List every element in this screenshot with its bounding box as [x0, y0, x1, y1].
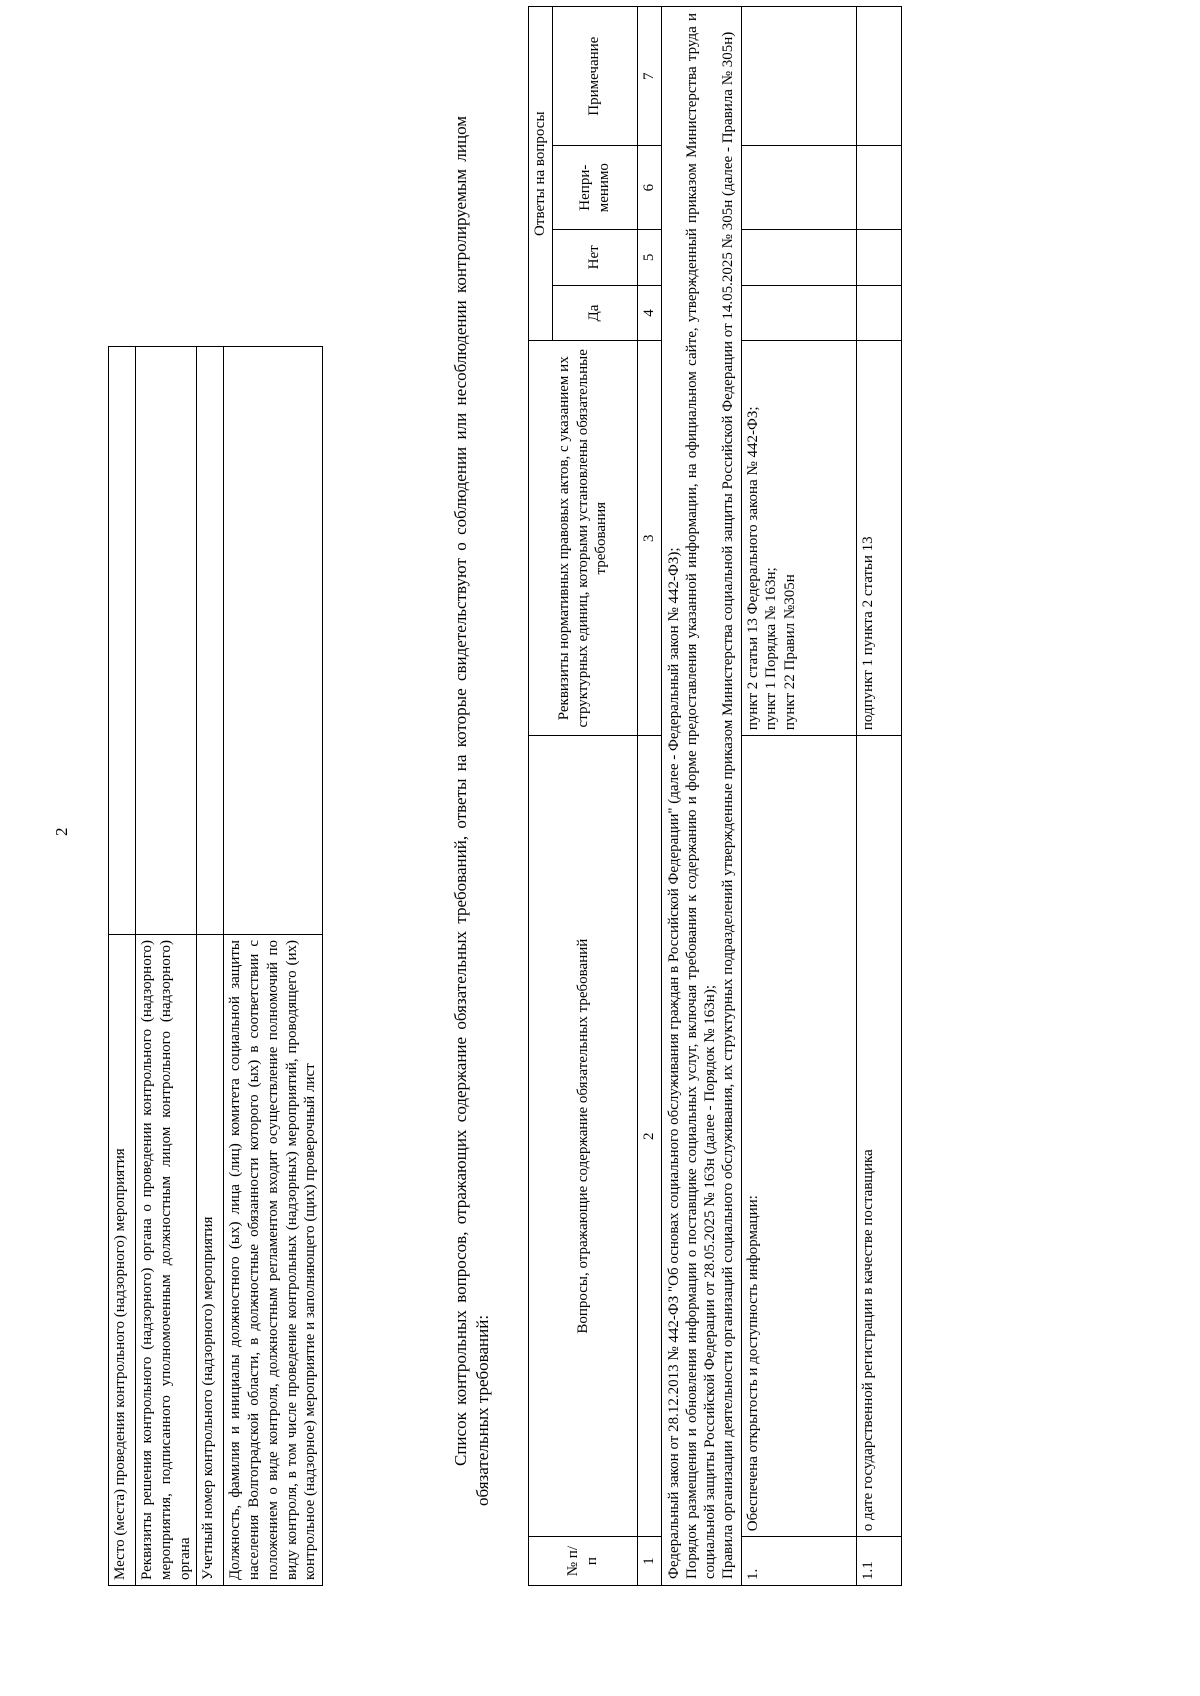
note-cell[interactable] [856, 7, 901, 146]
header-note: Примечание [552, 7, 637, 146]
table-row [856, 7, 901, 1586]
row-num: 1. [741, 1537, 856, 1586]
row-question: о дате государственной регистрации в качестве поставщика [856, 736, 901, 1537]
requisite-line: пункт 2 статьи 13 Федерального закона № 442-ФЗ; [744, 406, 761, 731]
answer-no-cell[interactable] [856, 229, 901, 285]
info-table [108, 346, 323, 1586]
answer-na-cell[interactable] [741, 146, 856, 230]
row-requisites [856, 341, 901, 736]
note-cell[interactable] [741, 7, 856, 146]
answer-yes-cell[interactable] [741, 285, 856, 341]
header-answers: Ответы на вопросы [529, 7, 553, 341]
info-label: Учетный номер контрольного (надзорного) мероприятия [197, 935, 224, 1586]
column-number: 2 [637, 736, 661, 1537]
checklist-table [528, 6, 902, 1586]
info-row [109, 347, 136, 1586]
header-yes: Да [552, 285, 637, 341]
law-references [661, 7, 741, 1586]
intro-text: Список контрольных вопросов, отражающих содержание обязательных требований, ответы на которые свидетельствуют о соблюдении или несоблюдении контролируемым лицом обязательных требований: [451, 116, 493, 1506]
info-row [136, 347, 197, 1586]
header-requisites: Реквизиты нормативных правовых актов, с указанием их структурных единиц, которыми установлены обязательные требования [529, 341, 638, 736]
header-row [529, 7, 553, 1586]
answer-yes-cell[interactable] [856, 285, 901, 341]
info-label: Место (места) проведения контрольного (надзорного) мероприятия [109, 935, 136, 1586]
column-number: 7 [637, 7, 661, 146]
info-label: Должность, фамилия и инициалы должностного (ых) лица (лиц) комитета социальной защиты населения Волгоградской области, в должностные обязанности которого (ых) в соответствии с положением о виде контроля, должностным регламентом входит осуществление полномочий по виду контроля, в том числе проведение контрольных (надзорных) мероприятий, проводящего (их) контрольное (надзорное) мероприятие и заполняющего (щих) проверочный лист [224, 935, 323, 1586]
page-number: 2 [52, 827, 71, 836]
info-value[interactable] [109, 347, 136, 935]
law-row [661, 7, 741, 1586]
column-number-row [637, 7, 661, 1586]
info-value[interactable] [197, 347, 224, 935]
header-no: Нет [552, 229, 637, 285]
column-number: 6 [637, 146, 661, 230]
requisite-line: пункт 1 Порядка № 163н; [763, 567, 780, 731]
law-paragraph: Правила организации деятельности организаций социального обслуживания, их структурных подразделений утвержденные приказом Министерства социальной защиты Российской Федерации от 14.05.2025 № 305н (далее - Правила № 305н) [720, 31, 737, 1579]
info-value[interactable] [136, 347, 197, 935]
header-num: № п/п [529, 1537, 638, 1586]
info-label: Реквизиты решения контрольного (надзорного) органа о проведении контрольного (надзорного) мероприятия, подписанного уполномоченным должностным лицом контрольного (надзорного) органа [136, 935, 197, 1586]
header-na: Непри-менимо [552, 146, 637, 230]
info-row [224, 347, 323, 1586]
column-number: 5 [637, 229, 661, 285]
info-value[interactable] [224, 347, 323, 935]
header-question: Вопросы, отражающие содержание обязательных требований [529, 736, 638, 1537]
requisite-line: подпункт 1 пункта 2 статьи 13 [859, 536, 876, 731]
column-number: 3 [637, 341, 661, 736]
law-paragraph: Порядок размещения и обновления информации о поставщике социальных услуг, включая требования к содержанию и форме предоставления указанной информации, на официальном сайте, утвержденный приказом Министерства труда и социальной защиты Российской Федерации от 28.05.2025 № 163н (далее - Порядок № 163н); [683, 13, 719, 1579]
table-row [741, 7, 856, 1586]
answer-na-cell[interactable] [856, 146, 901, 230]
answer-no-cell[interactable] [741, 229, 856, 285]
info-row [197, 347, 224, 1586]
column-number: 1 [637, 1537, 661, 1586]
law-paragraph: Федеральный закон от 28.12.2013 № 442-ФЗ "Об основах социального обслуживания граждан в Российской Федерации" (далее - Федеральный закон № 442-ФЗ); [665, 547, 682, 1579]
requisite-line: пункт 22 Правил №305н [782, 574, 799, 731]
column-number: 4 [637, 285, 661, 341]
row-requisites [741, 341, 856, 736]
row-num: 1.1 [856, 1537, 901, 1586]
row-question: Обеспечена открытость и доступность информации: [741, 736, 856, 1537]
